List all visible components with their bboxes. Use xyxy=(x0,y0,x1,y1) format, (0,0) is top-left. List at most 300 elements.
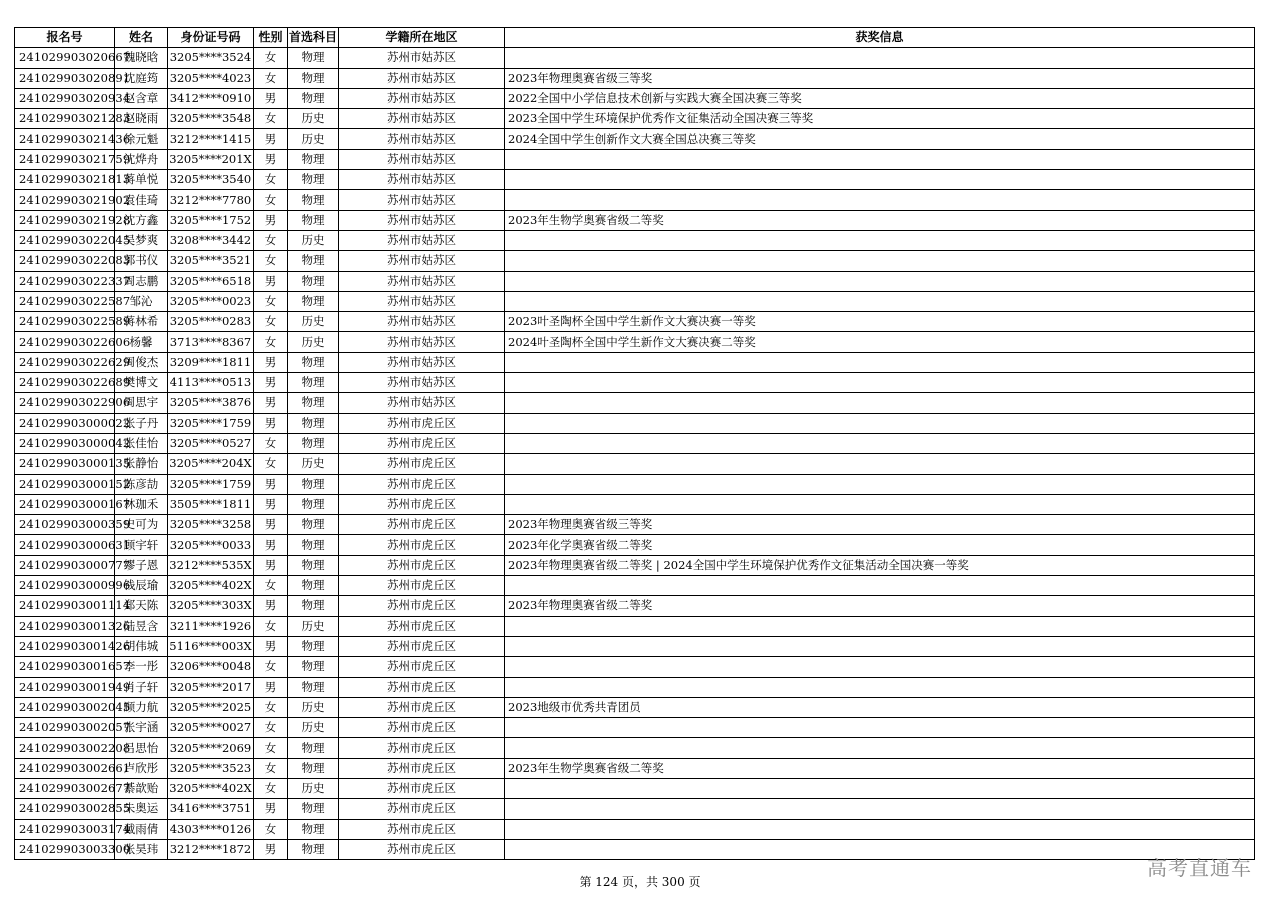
award-cell: 2023年物理奥赛省级二等奖 | 2024全国中学生环境保护优秀作文征集活动全国决赛一等奖 xyxy=(505,555,1255,575)
table-row xyxy=(15,170,1255,190)
id-number-cell: 4303****0126 xyxy=(168,819,254,839)
name-cell: 缪子恩 xyxy=(115,555,168,575)
name-cell: 张佳怡 xyxy=(115,433,168,453)
registration-number-cell: 241029903001657 xyxy=(15,657,115,677)
award-cell: 2023年生物学奥赛省级二等奖 xyxy=(505,210,1255,230)
region-cell: 苏州市姑苏区 xyxy=(339,332,505,352)
region-cell: 苏州市姑苏区 xyxy=(339,210,505,230)
region-cell: 苏州市姑苏区 xyxy=(339,68,505,88)
region-cell: 苏州市虎丘区 xyxy=(339,515,505,535)
table-row xyxy=(15,393,1255,413)
name-cell: 吕思怡 xyxy=(115,738,168,758)
gender-cell: 男 xyxy=(254,799,288,819)
table-row xyxy=(15,718,1255,738)
name-cell: 陆昱含 xyxy=(115,616,168,636)
gender-cell: 女 xyxy=(254,738,288,758)
subject-cell: 物理 xyxy=(288,88,339,108)
gender-cell: 男 xyxy=(254,129,288,149)
subject-cell: 物理 xyxy=(288,494,339,514)
registration-number-cell: 241029903000359 xyxy=(15,515,115,535)
region-cell: 苏州市虎丘区 xyxy=(339,738,505,758)
name-cell: 朱奥运 xyxy=(115,799,168,819)
subject-cell: 物理 xyxy=(288,576,339,596)
subject-cell: 物理 xyxy=(288,515,339,535)
id-number-cell: 3209****1811 xyxy=(168,352,254,372)
region-cell: 苏州市姑苏区 xyxy=(339,230,505,250)
registration-number-cell: 241029903001114 xyxy=(15,596,115,616)
subject-cell: 物理 xyxy=(288,474,339,494)
name-cell: 顾力航 xyxy=(115,697,168,717)
region-cell: 苏州市虎丘区 xyxy=(339,576,505,596)
region-cell: 苏州市姑苏区 xyxy=(339,352,505,372)
award-cell: 2023叶圣陶杯全国中学生新作文大赛决赛一等奖 xyxy=(505,312,1255,332)
region-cell: 苏州市虎丘区 xyxy=(339,454,505,474)
table-row xyxy=(15,129,1255,149)
registration-number-cell: 241029903000996 xyxy=(15,576,115,596)
registration-number-cell: 241029903022045 xyxy=(15,230,115,250)
name-cell: 林珈禾 xyxy=(115,494,168,514)
table-row xyxy=(15,291,1255,311)
region-cell: 苏州市虎丘区 xyxy=(339,799,505,819)
table-row xyxy=(15,433,1255,453)
region-cell: 苏州市姑苏区 xyxy=(339,170,505,190)
gender-cell: 男 xyxy=(254,413,288,433)
registration-number-cell: 241029903001949 xyxy=(15,677,115,697)
registration-number-cell: 241029903002661 xyxy=(15,758,115,778)
award-cell xyxy=(505,819,1255,839)
name-cell: 魏晓晗 xyxy=(115,48,168,68)
award-cell: 2023年物理奥赛省级三等奖 xyxy=(505,515,1255,535)
gender-cell: 男 xyxy=(254,494,288,514)
award-cell xyxy=(505,636,1255,656)
table-row xyxy=(15,352,1255,372)
subject-cell: 物理 xyxy=(288,291,339,311)
name-cell: 张宇涵 xyxy=(115,718,168,738)
id-number-cell: 3412****0910 xyxy=(168,88,254,108)
award-cell: 2023年物理奥赛省级二等奖 xyxy=(505,596,1255,616)
table-row xyxy=(15,819,1255,839)
table-row xyxy=(15,48,1255,68)
award-cell xyxy=(505,413,1255,433)
registration-number-cell: 241029903022587 xyxy=(15,291,115,311)
gender-cell: 女 xyxy=(254,819,288,839)
award-cell: 2024叶圣陶杯全国中学生新作文大赛决赛二等奖 xyxy=(505,332,1255,352)
gender-cell: 男 xyxy=(254,271,288,291)
table-row xyxy=(15,596,1255,616)
region-cell: 苏州市虎丘区 xyxy=(339,474,505,494)
region-cell: 苏州市虎丘区 xyxy=(339,697,505,717)
table-row xyxy=(15,373,1255,393)
gender-cell: 女 xyxy=(254,109,288,129)
award-cell xyxy=(505,616,1255,636)
region-cell: 苏州市姑苏区 xyxy=(339,373,505,393)
table-body xyxy=(15,48,1255,860)
award-cell xyxy=(505,190,1255,210)
table-row xyxy=(15,230,1255,250)
subject-cell: 物理 xyxy=(288,555,339,575)
registration-number-cell: 241029903022589 xyxy=(15,312,115,332)
subject-cell: 历史 xyxy=(288,718,339,738)
id-number-cell: 3205****0527 xyxy=(168,433,254,453)
gender-cell: 男 xyxy=(254,555,288,575)
region-cell: 苏州市姑苏区 xyxy=(339,88,505,108)
name-cell: 樊博文 xyxy=(115,373,168,393)
id-number-cell: 3205****3876 xyxy=(168,393,254,413)
subject-cell: 物理 xyxy=(288,677,339,697)
subject-cell: 物理 xyxy=(288,413,339,433)
subject-cell: 物理 xyxy=(288,68,339,88)
header-primary-subject: 首选科目 xyxy=(288,28,339,48)
registration-number-cell: 241029903020667 xyxy=(15,48,115,68)
registration-number-cell: 241029903022606 xyxy=(15,332,115,352)
subject-cell: 物理 xyxy=(288,251,339,271)
table-row xyxy=(15,535,1255,555)
table-row xyxy=(15,210,1255,230)
gender-cell: 女 xyxy=(254,778,288,798)
id-number-cell: 3205****3524 xyxy=(168,48,254,68)
name-cell: 陈彦劼 xyxy=(115,474,168,494)
region-cell: 苏州市虎丘区 xyxy=(339,718,505,738)
subject-cell: 物理 xyxy=(288,149,339,169)
region-cell: 苏州市虎丘区 xyxy=(339,636,505,656)
registration-number-cell: 241029903021436 xyxy=(15,129,115,149)
header-id-number: 身份证号码 xyxy=(168,28,254,48)
gender-cell: 男 xyxy=(254,373,288,393)
region-cell: 苏州市姑苏区 xyxy=(339,190,505,210)
award-cell xyxy=(505,576,1255,596)
gender-cell: 女 xyxy=(254,616,288,636)
subject-cell: 历史 xyxy=(288,332,339,352)
name-cell: 周思宇 xyxy=(115,393,168,413)
subject-cell: 物理 xyxy=(288,170,339,190)
name-cell: 周志鹏 xyxy=(115,271,168,291)
registration-number-cell: 241029903002045 xyxy=(15,697,115,717)
id-number-cell: 3205****3521 xyxy=(168,251,254,271)
gender-cell: 女 xyxy=(254,576,288,596)
id-number-cell: 3205****402X xyxy=(168,778,254,798)
award-cell xyxy=(505,657,1255,677)
registration-number-cell: 241029903022337 xyxy=(15,271,115,291)
id-number-cell: 3205****2025 xyxy=(168,697,254,717)
registration-number-cell: 241029903000042 xyxy=(15,433,115,453)
name-cell: 蒋林希 xyxy=(115,312,168,332)
registration-number-cell: 241029903021928 xyxy=(15,210,115,230)
gender-cell: 女 xyxy=(254,190,288,210)
award-cell xyxy=(505,494,1255,514)
subject-cell: 历史 xyxy=(288,230,339,250)
award-cell: 2024全国中学生创新作文大赛全国总决赛三等奖 xyxy=(505,129,1255,149)
gender-cell: 男 xyxy=(254,352,288,372)
award-cell xyxy=(505,373,1255,393)
award-cell xyxy=(505,677,1255,697)
gender-cell: 男 xyxy=(254,149,288,169)
region-cell: 苏州市姑苏区 xyxy=(339,129,505,149)
award-cell: 2023全国中学生环境保护优秀作文征集活动全国决赛三等奖 xyxy=(505,109,1255,129)
subject-cell: 历史 xyxy=(288,616,339,636)
name-cell: 钱辰瑜 xyxy=(115,576,168,596)
table-row xyxy=(15,799,1255,819)
id-number-cell: 3205****0027 xyxy=(168,718,254,738)
id-number-cell: 3205****303X xyxy=(168,596,254,616)
registration-number-cell: 241029903000135 xyxy=(15,454,115,474)
region-cell: 苏州市虎丘区 xyxy=(339,778,505,798)
award-cell: 2023年生物学奥赛省级二等奖 xyxy=(505,758,1255,778)
id-number-cell: 3212****7780 xyxy=(168,190,254,210)
table-row xyxy=(15,657,1255,677)
table-row xyxy=(15,190,1255,210)
id-number-cell: 3713****8367 xyxy=(168,332,254,352)
region-cell: 苏州市姑苏区 xyxy=(339,393,505,413)
subject-cell: 物理 xyxy=(288,636,339,656)
registration-number-cell: 241029903001426 xyxy=(15,636,115,656)
name-cell: 沈烨舟 xyxy=(115,149,168,169)
region-cell: 苏州市姑苏区 xyxy=(339,109,505,129)
table-row xyxy=(15,494,1255,514)
id-number-cell: 3205****3523 xyxy=(168,758,254,778)
award-cell xyxy=(505,738,1255,758)
registration-number-cell: 241029903022083 xyxy=(15,251,115,271)
region-cell: 苏州市姑苏区 xyxy=(339,312,505,332)
registration-number-cell: 241029903001326 xyxy=(15,616,115,636)
region-cell: 苏州市虎丘区 xyxy=(339,677,505,697)
name-cell: 赵晓雨 xyxy=(115,109,168,129)
id-number-cell: 3212****1872 xyxy=(168,839,254,859)
id-number-cell: 3205****3540 xyxy=(168,170,254,190)
name-cell: 沈方鑫 xyxy=(115,210,168,230)
region-cell: 苏州市虎丘区 xyxy=(339,657,505,677)
id-number-cell: 3205****2069 xyxy=(168,738,254,758)
award-cell: 2023年物理奥赛省级三等奖 xyxy=(505,68,1255,88)
name-cell: 卢欣彤 xyxy=(115,758,168,778)
award-cell: 2023地级市优秀共青团员 xyxy=(505,697,1255,717)
student-table xyxy=(14,27,1255,860)
table-row xyxy=(15,88,1255,108)
award-cell xyxy=(505,839,1255,859)
student-table-container xyxy=(14,27,1255,860)
header-registration-number: 报名号 xyxy=(15,28,115,48)
region-cell: 苏州市虎丘区 xyxy=(339,616,505,636)
gender-cell: 男 xyxy=(254,393,288,413)
registration-number-cell: 241029903021283 xyxy=(15,109,115,129)
id-number-cell: 3205****0033 xyxy=(168,535,254,555)
header-school-region: 学籍所在地区 xyxy=(339,28,505,48)
id-number-cell: 3416****3751 xyxy=(168,799,254,819)
registration-number-cell: 241029903000152 xyxy=(15,474,115,494)
subject-cell: 物理 xyxy=(288,190,339,210)
gender-cell: 男 xyxy=(254,535,288,555)
gender-cell: 男 xyxy=(254,515,288,535)
registration-number-cell: 241029903022629 xyxy=(15,352,115,372)
name-cell: 顾宇轩 xyxy=(115,535,168,555)
award-cell: 2023年化学奥赛省级二等奖 xyxy=(505,535,1255,555)
gender-cell: 男 xyxy=(254,474,288,494)
table-row xyxy=(15,758,1255,778)
header-name: 姓名 xyxy=(115,28,168,48)
name-cell: 邹沁 xyxy=(115,291,168,311)
name-cell: 李一彤 xyxy=(115,657,168,677)
name-cell: 吴梦爽 xyxy=(115,230,168,250)
name-cell: 郭书仪 xyxy=(115,251,168,271)
name-cell: 沈庭筠 xyxy=(115,68,168,88)
gender-cell: 男 xyxy=(254,636,288,656)
gender-cell: 女 xyxy=(254,433,288,453)
subject-cell: 物理 xyxy=(288,48,339,68)
gender-cell: 男 xyxy=(254,677,288,697)
table-row xyxy=(15,332,1255,352)
subject-cell: 历史 xyxy=(288,129,339,149)
gender-cell: 女 xyxy=(254,68,288,88)
gender-cell: 女 xyxy=(254,48,288,68)
subject-cell: 历史 xyxy=(288,778,339,798)
id-number-cell: 3505****1811 xyxy=(168,494,254,514)
id-number-cell: 3205****6518 xyxy=(168,271,254,291)
award-cell xyxy=(505,393,1255,413)
subject-cell: 物理 xyxy=(288,352,339,372)
region-cell: 苏州市姑苏区 xyxy=(339,48,505,68)
watermark-logo-text: 高考直通车 xyxy=(1147,856,1252,880)
registration-number-cell: 241029903000022 xyxy=(15,413,115,433)
registration-number-cell: 241029903002855 xyxy=(15,799,115,819)
gender-cell: 男 xyxy=(254,596,288,616)
name-cell: 赵含章 xyxy=(115,88,168,108)
award-cell xyxy=(505,778,1255,798)
gender-cell: 女 xyxy=(254,697,288,717)
region-cell: 苏州市虎丘区 xyxy=(339,413,505,433)
registration-number-cell: 241029903021902 xyxy=(15,190,115,210)
table-row xyxy=(15,271,1255,291)
id-number-cell: 3205****0023 xyxy=(168,291,254,311)
subject-cell: 物理 xyxy=(288,657,339,677)
name-cell: 袁佳琦 xyxy=(115,190,168,210)
award-cell xyxy=(505,170,1255,190)
award-cell xyxy=(505,799,1255,819)
name-cell: 徐元魁 xyxy=(115,129,168,149)
subject-cell: 物理 xyxy=(288,433,339,453)
name-cell: 綦歆贻 xyxy=(115,778,168,798)
registration-number-cell: 241029903002208 xyxy=(15,738,115,758)
subject-cell: 物理 xyxy=(288,758,339,778)
registration-number-cell: 241029903000631 xyxy=(15,535,115,555)
name-cell: 张静怡 xyxy=(115,454,168,474)
award-cell xyxy=(505,149,1255,169)
table-row xyxy=(15,839,1255,859)
id-number-cell: 5116****003X xyxy=(168,636,254,656)
award-cell xyxy=(505,271,1255,291)
region-cell: 苏州市姑苏区 xyxy=(339,149,505,169)
gender-cell: 男 xyxy=(254,88,288,108)
registration-number-cell: 241029903003300 xyxy=(15,839,115,859)
table-row xyxy=(15,636,1255,656)
header-award-info: 获奖信息 xyxy=(505,28,1255,48)
id-number-cell: 3205****2017 xyxy=(168,677,254,697)
award-cell xyxy=(505,251,1255,271)
gender-cell: 男 xyxy=(254,839,288,859)
registration-number-cell: 241029903022689 xyxy=(15,373,115,393)
gender-cell: 女 xyxy=(254,657,288,677)
name-cell: 张子丹 xyxy=(115,413,168,433)
name-cell: 杨馨 xyxy=(115,332,168,352)
gender-cell: 女 xyxy=(254,454,288,474)
id-number-cell: 3205****402X xyxy=(168,576,254,596)
registration-number-cell: 241029903020934 xyxy=(15,88,115,108)
region-cell: 苏州市虎丘区 xyxy=(339,839,505,859)
table-row xyxy=(15,616,1255,636)
id-number-cell: 3211****1926 xyxy=(168,616,254,636)
table-row xyxy=(15,68,1255,88)
subject-cell: 历史 xyxy=(288,697,339,717)
subject-cell: 物理 xyxy=(288,210,339,230)
name-cell: 张昊玮 xyxy=(115,839,168,859)
award-cell xyxy=(505,230,1255,250)
award-cell xyxy=(505,433,1255,453)
name-cell: 蒋单悦 xyxy=(115,170,168,190)
region-cell: 苏州市虎丘区 xyxy=(339,758,505,778)
gender-cell: 女 xyxy=(254,718,288,738)
id-number-cell: 3205****1759 xyxy=(168,474,254,494)
subject-cell: 物理 xyxy=(288,393,339,413)
award-cell xyxy=(505,454,1255,474)
subject-cell: 物理 xyxy=(288,738,339,758)
table-row xyxy=(15,697,1255,717)
table-header-row xyxy=(15,28,1255,48)
registration-number-cell: 241029903020891 xyxy=(15,68,115,88)
gender-cell: 女 xyxy=(254,332,288,352)
id-number-cell: 3206****0048 xyxy=(168,657,254,677)
table-row xyxy=(15,515,1255,535)
gender-cell: 女 xyxy=(254,291,288,311)
table-row xyxy=(15,149,1255,169)
page-number: 第 124 页，共 300 页 xyxy=(579,875,701,889)
gender-cell: 男 xyxy=(254,210,288,230)
name-cell: 史可为 xyxy=(115,515,168,535)
subject-cell: 历史 xyxy=(288,109,339,129)
id-number-cell: 3205****3548 xyxy=(168,109,254,129)
registration-number-cell: 241029903000777 xyxy=(15,555,115,575)
award-cell xyxy=(505,474,1255,494)
header-gender: 性别 xyxy=(254,28,288,48)
award-cell: 2022全国中小学信息技术创新与实践大赛全国决赛三等奖 xyxy=(505,88,1255,108)
registration-number-cell: 241029903002677 xyxy=(15,778,115,798)
id-number-cell: 3205****204X xyxy=(168,454,254,474)
registration-number-cell: 241029903021759 xyxy=(15,149,115,169)
id-number-cell: 3205****3258 xyxy=(168,515,254,535)
name-cell: 肖子轩 xyxy=(115,677,168,697)
region-cell: 苏州市虎丘区 xyxy=(339,596,505,616)
gender-cell: 女 xyxy=(254,312,288,332)
subject-cell: 历史 xyxy=(288,454,339,474)
region-cell: 苏州市虎丘区 xyxy=(339,535,505,555)
registration-number-cell: 241029903003174 xyxy=(15,819,115,839)
id-number-cell: 3205****1752 xyxy=(168,210,254,230)
table-row xyxy=(15,454,1255,474)
award-cell xyxy=(505,291,1255,311)
registration-number-cell: 241029903000167 xyxy=(15,494,115,514)
subject-cell: 物理 xyxy=(288,373,339,393)
registration-number-cell: 241029903022906 xyxy=(15,393,115,413)
region-cell: 苏州市姑苏区 xyxy=(339,271,505,291)
id-number-cell: 3212****535X xyxy=(168,555,254,575)
name-cell: 周俊杰 xyxy=(115,352,168,372)
award-cell xyxy=(505,718,1255,738)
subject-cell: 物理 xyxy=(288,271,339,291)
id-number-cell: 3205****201X xyxy=(168,149,254,169)
award-cell xyxy=(505,48,1255,68)
table-row xyxy=(15,251,1255,271)
id-number-cell: 3212****1415 xyxy=(168,129,254,149)
id-number-cell: 3205****4023 xyxy=(168,68,254,88)
region-cell: 苏州市虎丘区 xyxy=(339,819,505,839)
table-row xyxy=(15,738,1255,758)
